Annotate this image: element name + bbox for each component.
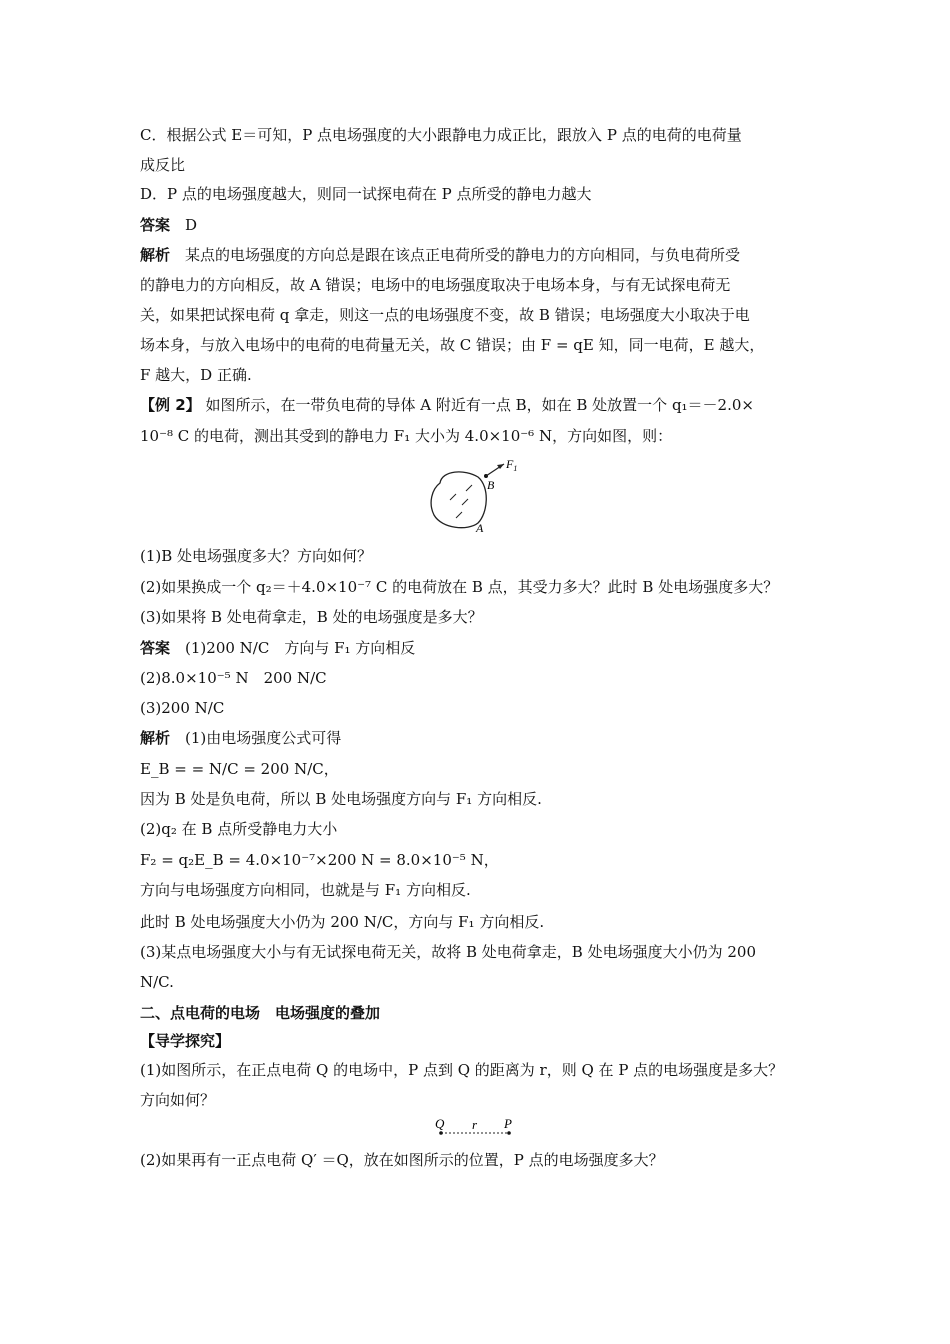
charge-distance-figure bbox=[430, 1115, 520, 1140]
explanation-2-line7: 此时 B 处电场强度大小仍为 200 N/C，方向与 F₁ 方向相反. bbox=[140, 913, 545, 931]
answer-1 bbox=[140, 215, 197, 235]
option-d: D．P 点的电场强度越大，则同一试探电荷在 P 点所受的静电力越大 bbox=[140, 185, 592, 203]
option-c-line1: C．根据公式 E＝可知，P 点电场强度的大小跟静电力成正比，跟放入 P 点的电荷的电荷量 bbox=[140, 126, 742, 144]
distance-r-label: r bbox=[472, 1117, 478, 1132]
explanation-2-line9: N/C. bbox=[140, 973, 174, 991]
point-b-label: B bbox=[487, 478, 495, 492]
explanation-2-line4: (2)q₂ 在 B 点所受静电力大小 bbox=[140, 820, 338, 838]
example-2-line1 bbox=[140, 395, 754, 415]
explanation-2-line6: 方向与电场强度方向相同，也就是与 F₁ 方向相反. bbox=[140, 881, 471, 899]
point-p-label: P bbox=[504, 1116, 512, 1131]
explanation-1-line2: 的静电力的方向相反，故 A 错误；电场中的电场强度取决于电场本身，与有无试探电荷无 bbox=[140, 276, 731, 294]
explanation-text: (1)由电场强度公式可得 bbox=[185, 729, 342, 747]
charge-mark bbox=[466, 485, 472, 491]
guide-question-1a: (1)如图所示，在正点电荷 Q 的电场中，P 点到 Q 的距离为 r，则 Q 在 P 点的电场强度是多大？ bbox=[140, 1061, 784, 1079]
question-3: (3)如果将 B 处电荷拿走，B 处的电场强度是多大？ bbox=[140, 608, 483, 626]
conductor-outline bbox=[431, 472, 486, 528]
explanation-1-line5: F 越大，D 正确. bbox=[140, 366, 252, 384]
question-2: (2)如果换成一个 q₂＝＋4.0×10⁻⁷ C 的电荷放在 B 点，其受力多大？此时 B 处电场强度多大？ bbox=[140, 578, 779, 596]
explanation-2-line5: F₂ = q₂E_B = 4.0×10⁻⁷×200 N = 8.0×10⁻⁵ N， bbox=[140, 851, 499, 869]
answer-2-line3: (3)200 N/C bbox=[140, 699, 225, 717]
answer-value: D bbox=[185, 216, 198, 234]
section-heading: 二、点电荷的电场 电场强度的叠加 bbox=[140, 1004, 381, 1022]
option-c-line2: 成反比 bbox=[140, 156, 186, 174]
point-p-dot bbox=[507, 1131, 511, 1135]
guide-question-2: (2)如果再有一正点电荷 Q′ ＝Q，放在如图所示的位置，P 点的电场强度多大？ bbox=[140, 1151, 664, 1169]
conductor-a-label: A bbox=[476, 521, 484, 535]
charge-mark bbox=[456, 512, 462, 518]
charge-q-label: Q bbox=[435, 1116, 445, 1131]
answer-2-line2: (2)8.0×10⁻⁵ N 200 N/C bbox=[140, 669, 327, 687]
charge-mark bbox=[462, 499, 468, 505]
answer-text: (1)200 N/C 方向与 F₁ 方向相反 bbox=[185, 639, 416, 657]
example-label: 【例 2】 bbox=[140, 396, 201, 414]
explanation-2-line8: (3)某点电场强度大小与有无试探电荷无关，故将 B 处电荷拿走，B 处电场强度大小仍为 200 bbox=[140, 943, 756, 961]
explanation-label: 解析 bbox=[140, 729, 171, 747]
guide-heading: 【导学探究】 bbox=[140, 1032, 231, 1050]
explanation-2-line2: E_B = = N/C = 200 N/C， bbox=[140, 760, 339, 778]
explanation-label: 解析 bbox=[140, 246, 171, 264]
explanation-1-line1 bbox=[140, 245, 740, 265]
charge-mark bbox=[450, 494, 456, 500]
answer-label: 答案 bbox=[140, 216, 171, 234]
question-1: (1)B 处电场强度多大？方向如何？ bbox=[140, 547, 373, 565]
example-2-line2: 10⁻⁸ C 的电荷，测出其受到的静电力 F₁ 大小为 4.0×10⁻⁶ N，方向如图，则： bbox=[140, 427, 673, 445]
example-text: 如图所示，在一带负电荷的导体 A 附近有一点 B，如在 B 处放置一个 q₁＝－2.0× bbox=[205, 396, 754, 414]
answer-2-line1 bbox=[140, 638, 415, 658]
explanation-1-line4: 场本身，与放入电场中的电荷的电荷量无关，故 C 错误；由 F = qE 知，同一电荷，E 越大， bbox=[140, 336, 765, 354]
answer-label: 答案 bbox=[140, 639, 171, 657]
explanation-2-line1 bbox=[140, 728, 341, 748]
guide-question-1b: 方向如何？ bbox=[140, 1091, 216, 1109]
explanation-text: 某点的电场强度的方向总是跟在该点正电荷所受的静电力的方向相同，与负电荷所受 bbox=[185, 246, 741, 264]
conductor-figure bbox=[420, 455, 530, 540]
explanation-1-line3: 关，如果把试探电荷 q 拿走，则这一点的电场强度不变，故 B 错误；电场强度大小取决于电 bbox=[140, 306, 750, 324]
force-label: $F_1$ bbox=[506, 457, 518, 473]
explanation-2-line3: 因为 B 处是负电荷，所以 B 处电场强度方向与 F₁ 方向相反. bbox=[140, 790, 542, 808]
